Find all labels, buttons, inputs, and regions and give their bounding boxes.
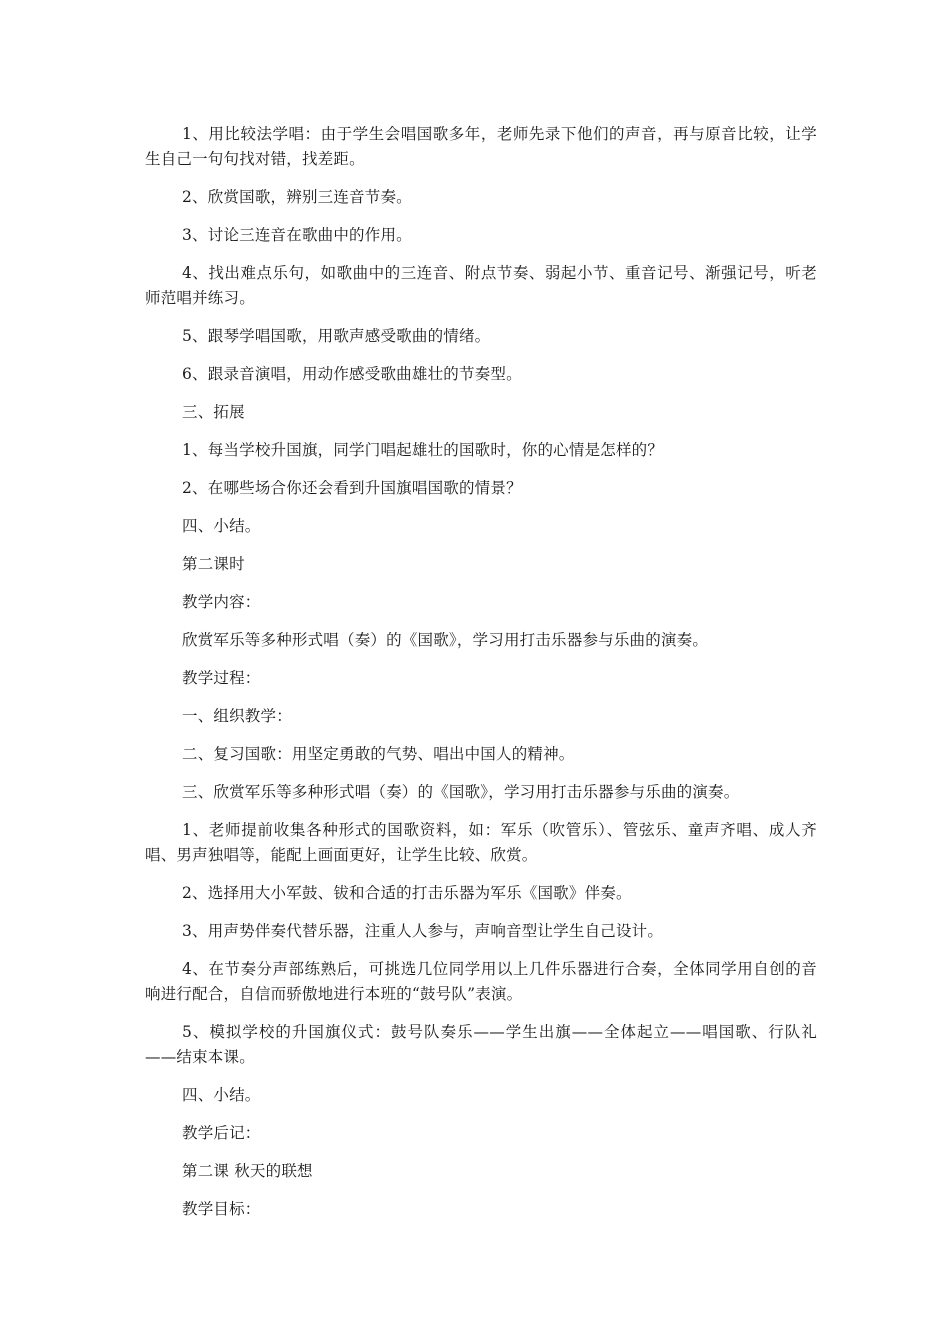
paragraph-step-ensemble: 4、在节奏分声部练熟后，可挑选几位同学用以上几件乐器进行合奏，全体同学用自创的音响进行配合，自信而骄傲地进行本班的“鼓号队”表演。 bbox=[145, 960, 817, 1003]
lesson-heading-second-period: 第二课时 bbox=[182, 555, 245, 573]
label-teaching-content: 教学内容： bbox=[182, 593, 261, 611]
paragraph-step-collect-materials: 1、老师提前收集各种形式的国歌资料，如：军乐（吹管乐）、管弦乐、童声齐唱、成人齐唱、男声独唱等，能配上画面更好，让学生比较、欣赏。 bbox=[145, 821, 817, 864]
label-teaching-notes: 教学后记： bbox=[182, 1124, 261, 1142]
paragraph-question-2: 2、在哪些场合你还会看到升国旗唱国歌的情景？ bbox=[182, 479, 522, 497]
paragraph-step-4-difficult-phrases: 4、找出难点乐句，如歌曲中的三连音、附点节奏、弱起小节、重音记号、渐强记号，听老师范唱并练习。 bbox=[145, 264, 817, 307]
section-heading-extension: 三、拓展 bbox=[182, 403, 245, 421]
paragraph-teaching-content: 欣赏军乐等多种形式唱（奏）的《国歌》，学习用打击乐器参与乐曲的演奏。 bbox=[182, 631, 709, 649]
paragraph-question-1: 1、每当学校升国旗，同学门唱起雄壮的国歌时，你的心情是怎样的？ bbox=[182, 441, 664, 459]
section-heading-review: 二、复习国歌：用坚定勇敢的气势、唱出中国人的精神。 bbox=[182, 745, 575, 763]
paragraph-step-5-sing-with-piano: 5、跟琴学唱国歌，用歌声感受歌曲的情绪。 bbox=[182, 327, 491, 345]
section-heading-appreciate: 三、欣赏军乐等多种形式唱（奏）的《国歌》，学习用打击乐器参与乐曲的演奏。 bbox=[182, 783, 740, 801]
paragraph-step-2-appreciate: 2、欣赏国歌，辨别三连音节奏。 bbox=[182, 188, 412, 206]
lesson-heading-autumn: 第二课 秋天的联想 bbox=[182, 1162, 313, 1180]
paragraph-step-flag-ceremony: 5、模拟学校的升国旗仪式：鼓号队奏乐——学生出旗——全体起立——唱国歌、行队礼——结束本课。 bbox=[145, 1023, 817, 1066]
paragraph-step-6-sing-with-recording: 6、跟录音演唱，用动作感受歌曲雄壮的节奏型。 bbox=[182, 365, 522, 383]
label-teaching-objectives: 教学目标： bbox=[182, 1200, 261, 1218]
section-heading-summary-2: 四、小结。 bbox=[182, 1086, 261, 1104]
paragraph-step-percussion: 2、选择用大小军鼓、钹和合适的打击乐器为军乐《国歌》伴奏。 bbox=[182, 884, 632, 902]
section-heading-organize: 一、组织教学： bbox=[182, 707, 292, 725]
paragraph-step-3-discuss: 3、讨论三连音在歌曲中的作用。 bbox=[182, 226, 412, 244]
paragraph-step-body-percussion: 3、用声势伴奏代替乐器，注重人人参与，声响音型让学生自己设计。 bbox=[182, 922, 664, 940]
label-teaching-process: 教学过程： bbox=[182, 669, 261, 687]
paragraph-step-1-compare: 1、用比较法学唱：由于学生会唱国歌多年，老师先录下他们的声音，再与原音比较，让学生自己一句句找对错，找差距。 bbox=[145, 125, 817, 168]
section-heading-summary: 四、小结。 bbox=[182, 517, 261, 535]
document-body bbox=[145, 122, 817, 1235]
